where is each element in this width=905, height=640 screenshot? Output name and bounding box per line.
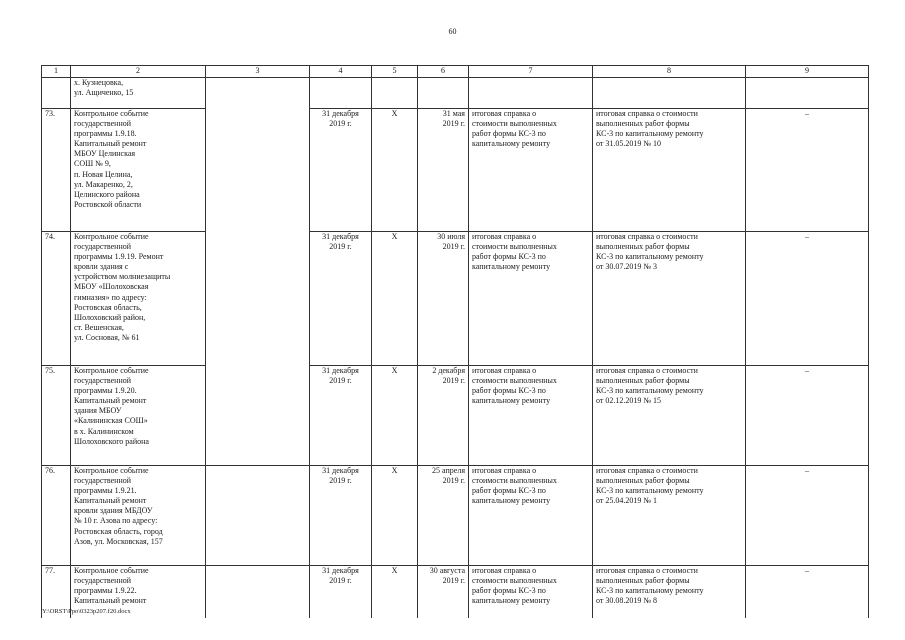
cell-date-plan: 31 декабря 2019 г. <box>310 366 372 466</box>
cell-note: – <box>746 466 869 566</box>
column-header: 3 <box>206 66 310 78</box>
cell-event-continued: х. Кузнецовка, ул. Ащиченко, 15 <box>71 78 206 109</box>
cell-doc-ref: итоговая справка о стоимости выполненных работ формы КС-3 по капитальному ремонту от 02.12.2019 № 15 <box>593 366 746 466</box>
cell-doc-ref: итоговая справка о стоимости выполненных работ формы КС-3 по капитальному ремонту от 25.04.2019 № 1 <box>593 466 746 566</box>
table-row <box>42 466 869 566</box>
column-header: 7 <box>469 66 593 78</box>
cell-date-plan: 31 декабря 2019 г. <box>310 109 372 232</box>
cell-num: 76. <box>42 466 71 566</box>
cell-event: Контрольное событие государственной программы 1.9.21. Капитальный ремонт кровли здания МБДОУ № 10 г. Азова по адресу: Ростовская область, город Азов, ул. Московская, 157 <box>71 466 206 566</box>
cell-event: Контрольное событие государственной программы 1.9.19. Ремонт кровли здания с устройством молниезащиты МБОУ «Шолоховская гимназия» по адресу: Ростовская область, Шолоховский район, ст. Вешенская, ул. Сосновая, № 61 <box>71 232 206 366</box>
cell-x-mark: Х <box>372 466 418 566</box>
cell-responsible <box>206 78 310 109</box>
cell-responsible <box>206 566 310 619</box>
cell-num: 75. <box>42 366 71 466</box>
table-row <box>42 109 869 232</box>
cell-empty <box>746 78 869 109</box>
cell-responsible <box>206 466 310 566</box>
cell-num: 77. <box>42 566 71 619</box>
table-body <box>42 66 869 619</box>
cell-x-mark: Х <box>372 566 418 619</box>
control-events-table <box>41 65 869 618</box>
column-header: 1 <box>42 66 71 78</box>
cell-x-mark: Х <box>372 232 418 366</box>
cell-doc-type: итоговая справка о стоимости выполненных работ формы КС-3 по капитальному ремонту <box>469 232 593 366</box>
cell-note: – <box>746 366 869 466</box>
column-header: 9 <box>746 66 869 78</box>
cell-num <box>42 78 71 109</box>
cell-responsible <box>206 366 310 466</box>
cell-event: Контрольное событие государственной программы 1.9.20. Капитальный ремонт здания МБОУ «Калининская СОШ» в х. Калининском Шолоховского района <box>71 366 206 466</box>
cell-doc-type: итоговая справка о стоимости выполненных работ формы КС-3 по капитальному ремонту <box>469 566 593 619</box>
footer-file-path: Y:\ORST\Ppo\0323p207.f20.docx <box>42 608 131 615</box>
cell-doc-type: итоговая справка о стоимости выполненных работ формы КС-3 по капитальному ремонту <box>469 109 593 232</box>
cell-note: – <box>746 109 869 232</box>
cell-date-fact: 30 августа 2019 г. <box>418 566 469 619</box>
table-row <box>42 566 869 619</box>
cell-empty <box>418 78 469 109</box>
cell-date-fact: 2 декабря 2019 г. <box>418 366 469 466</box>
cell-doc-type: итоговая справка о стоимости выполненных работ формы КС-3 по капитальному ремонту <box>469 466 593 566</box>
cell-doc-type: итоговая справка о стоимости выполненных работ формы КС-3 по капитальному ремонту <box>469 366 593 466</box>
cell-date-fact: 31 мая 2019 г. <box>418 109 469 232</box>
column-header: 5 <box>372 66 418 78</box>
page-number: 60 <box>448 27 457 36</box>
cell-date-plan: 31 декабря 2019 г. <box>310 466 372 566</box>
continuation-row <box>42 78 869 109</box>
cell-date-plan: 31 декабря 2019 г. <box>310 566 372 619</box>
column-header: 6 <box>418 66 469 78</box>
cell-date-fact: 25 апреля 2019 г. <box>418 466 469 566</box>
table-row <box>42 232 869 366</box>
cell-doc-ref: итоговая справка о стоимости выполненных работ формы КС-3 по капитальному ремонту от 31.05.2019 № 10 <box>593 109 746 232</box>
cell-empty <box>469 78 593 109</box>
cell-x-mark: Х <box>372 366 418 466</box>
cell-x-mark: Х <box>372 109 418 232</box>
cell-empty <box>593 78 746 109</box>
cell-empty <box>372 78 418 109</box>
column-number-row <box>42 66 869 78</box>
cell-note: – <box>746 566 869 619</box>
cell-num: 74. <box>42 232 71 366</box>
column-header: 8 <box>593 66 746 78</box>
cell-responsible <box>206 109 310 232</box>
cell-empty <box>310 78 372 109</box>
cell-responsible <box>206 232 310 366</box>
table-row <box>42 366 869 466</box>
cell-note: – <box>746 232 869 366</box>
column-header: 4 <box>310 66 372 78</box>
cell-num: 73. <box>42 109 71 232</box>
cell-date-fact: 30 июля 2019 г. <box>418 232 469 366</box>
cell-doc-ref: итоговая справка о стоимости выполненных работ формы КС-3 по капитальному ремонту от 30.07.2019 № 3 <box>593 232 746 366</box>
cell-event: Контрольное событие государственной программы 1.9.18. Капитальный ремонт МБОУ Целинская СОШ № 9, п. Новая Целина, ул. Макаренко, 2, Целинского района Ростовской области <box>71 109 206 232</box>
cell-event: Контрольное событие государственной программы 1.9.22. Капитальный ремонт <box>71 566 206 619</box>
cell-date-plan: 31 декабря 2019 г. <box>310 232 372 366</box>
column-header: 2 <box>71 66 206 78</box>
cell-doc-ref: итоговая справка о стоимости выполненных работ формы КС-3 по капитальному ремонту от 30.08.2019 № 8 <box>593 566 746 619</box>
